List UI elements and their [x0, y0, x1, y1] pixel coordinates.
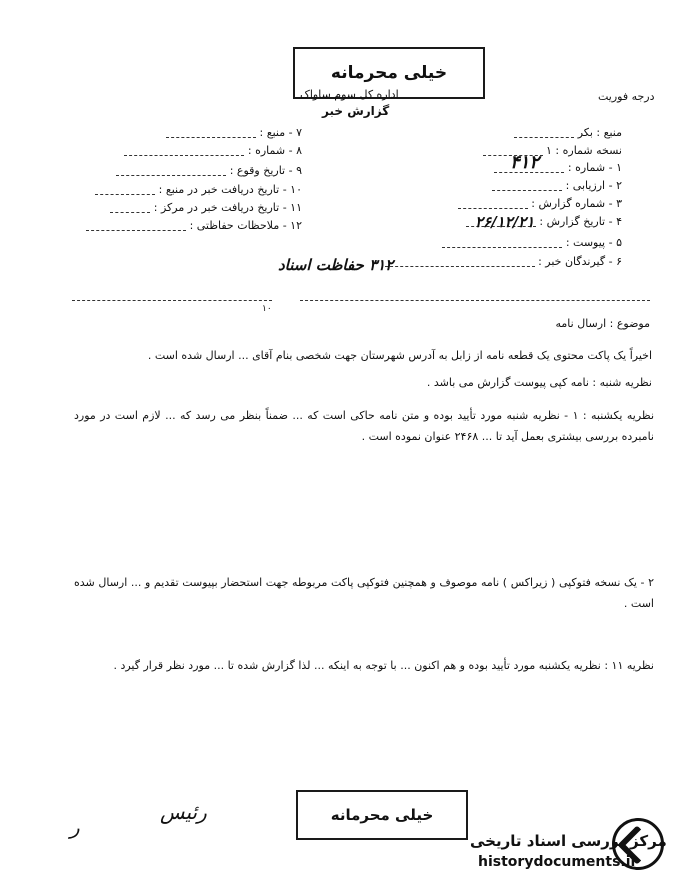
- field-report-date: ۴ - تاریخ گزارش :: [466, 215, 622, 228]
- body-paragraph-3: نظریه یکشنبه : ۱ - نظریه شنبه مورد تأیید بوده و متن نامه حاکی است که ... ضمناً بنظر می رسد که ... لازم است در مورد نامبرده بررسی بیشتری بعمل آید تا ... ۲۴۶۸ عنوان نموده است .: [74, 409, 655, 443]
- handwritten-recipients: ۳۱۲ حفاظت اسناد: [278, 256, 394, 274]
- field-source: منبع : بکر: [514, 126, 622, 139]
- field-number-2: ۸ - شماره :: [72, 144, 302, 157]
- watermark-url: historydocuments.ir: [478, 854, 638, 870]
- field-report-number: ۳ - شماره گزارش :: [458, 197, 622, 210]
- body-paragraph-4: ۲ - یک نسخه فتوکپی ( زیراکس ) نامه موصوف و همچنین فتوکپی پاکت مربوطه جهت استحضار بپیوست تقدیم و ... ارسال شده است .: [74, 576, 654, 610]
- body-paragraph-2: نظریه شنبه : نامه کپی پیوست گزارش می باشد .: [426, 376, 652, 389]
- field-copy-number: نسخه شماره : ۱: [483, 144, 623, 157]
- divider-right: [300, 300, 650, 301]
- report-title: گزارش خبر: [322, 104, 390, 118]
- field-center-receipt-date: ۱۱ - تاریخ دریافت خبر در مرکز :: [72, 201, 302, 214]
- handwritten-number: ۴۱۲: [510, 152, 540, 173]
- field-evaluation: ۲ - ارزیابی :: [492, 179, 622, 192]
- signature-1: ر: [70, 815, 80, 839]
- field-source-receipt-date: ۱۰ - تاریخ دریافت خبر در منبع :: [72, 183, 302, 196]
- body-paragraph-1: اخیراً یک پاکت محتوی یک قطعه نامه از زابل به آدرس شهرستان جهت شخصی بنام آقای ... ارسال شده است .: [147, 349, 652, 362]
- confidential-stamp-bottom: خیلی محرمانه: [296, 790, 468, 840]
- signature-2: رئیس: [160, 800, 207, 824]
- field-occurrence-date: ۹ - تاریخ وقوع :: [72, 164, 302, 177]
- subject-line: موضوع : ارسال نامه: [555, 317, 650, 330]
- field-attachment: ۵ - پیوست :: [442, 236, 622, 249]
- confidential-stamp-top: خیلی محرمانه: [293, 47, 485, 99]
- divider-left: [72, 300, 272, 301]
- urgency-label: درجه فوریت: [598, 90, 655, 103]
- field-recipients: ۶ - گیرندگان خبر :: [385, 255, 622, 268]
- organization-label: اداره کل سوم ساواک: [300, 88, 399, 101]
- handwritten-date: ۲۶/۱۲/۲۱: [475, 213, 535, 231]
- watermark-title: مرکز بررسی اسناد تاریخی: [470, 832, 667, 850]
- field-number: ۱ - شماره :: [494, 161, 622, 174]
- body-paragraph-5: نظریه ۱۱ : نظریه یکشنبه مورد تأیید بوده و هم اکنون ... با توجه به اینکه ... لذا گزارش شده تا ... مورد نظر قرار گیرد .: [113, 659, 654, 672]
- field-source-2: ۷ - منبع :: [72, 126, 302, 139]
- field-security-notes: ۱۲ - ملاحظات حفاظتی :: [72, 219, 302, 232]
- page-mark: ۱۰: [262, 304, 272, 314]
